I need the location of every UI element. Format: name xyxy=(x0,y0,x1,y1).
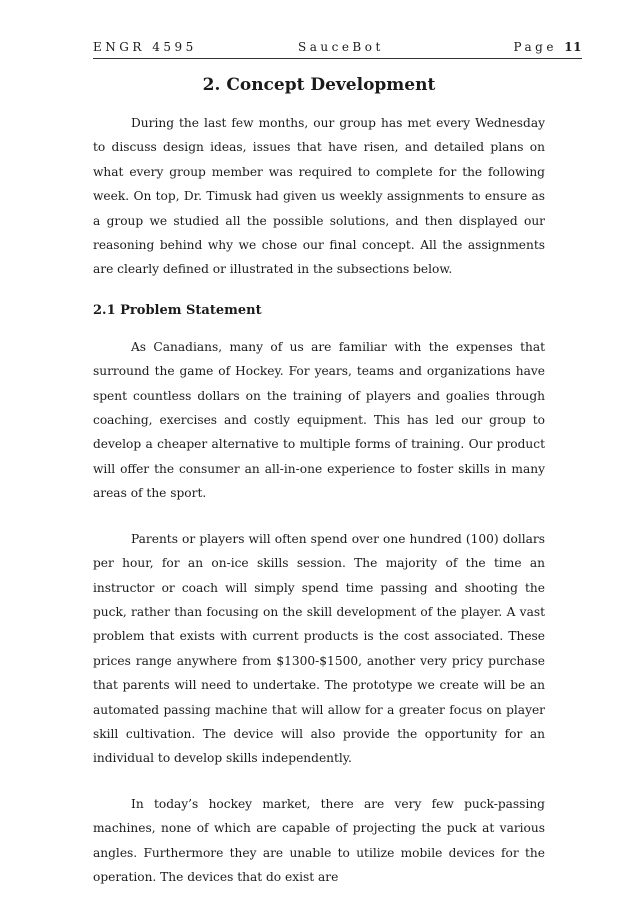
running-header xyxy=(93,38,582,59)
header-course: ENGR 4595 xyxy=(93,40,197,54)
page-title: 2. Concept Development xyxy=(202,75,436,95)
header-page-number: 11 xyxy=(564,40,582,54)
intro-paragraph: During the last few months, our group has met every Wednesday to discuss design ideas, issues that have risen, and detailed plans on what every group member was required to complete for the following week. On top, Dr. Timusk had given us weekly assignments to ensure as a group we studied all the possible solutions, and then displayed our reasoning behind why we chose our final concept. All the assignments are clearly defined or illustrated in the subsections below. xyxy=(93,116,545,277)
header-team: SauceBot xyxy=(298,40,384,54)
section-heading: 2.1 Problem Statement xyxy=(93,302,262,318)
header-page-label: Page xyxy=(513,40,557,54)
body-paragraph: Parents or players will often spend over one hundred (100) dollars per hour, for an on-ice skills session. The majority of the time an instructor or coach will simply spend time passing and shooting the puck, rather than focusing on the skill development of the player. A vast problem that exists with current products is the cost associated. These prices range anywhere from $1300-$1500, another very pricy purchase that parents will need to undertake. The prototype we create will be an automated passing machine that will allow for a greater focus on player skill cultivation. The device will also provide the opportunity for an individual to develop skills independently. xyxy=(93,531,545,766)
body-paragraph: In today’s hockey market, there are very few puck-passing machines, none of which are capable of projecting the puck at various angles. Furthermore they are unable to utilize mobile devices for the operation. The devices that do exist are xyxy=(93,796,545,884)
page-body xyxy=(93,75,545,910)
header-page xyxy=(513,40,582,54)
body-paragraph: As Canadians, many of us are familiar with the expenses that surround the game of Hockey. For years, teams and organizations have spent countless dollars on the training of players and goalies through coaching, exercises and costly equipment. This has led our group to develop a cheaper alternative to multiple forms of training. Our product will offer the consumer an all-in-one experience to foster skills in many areas of the sport. xyxy=(93,339,545,501)
